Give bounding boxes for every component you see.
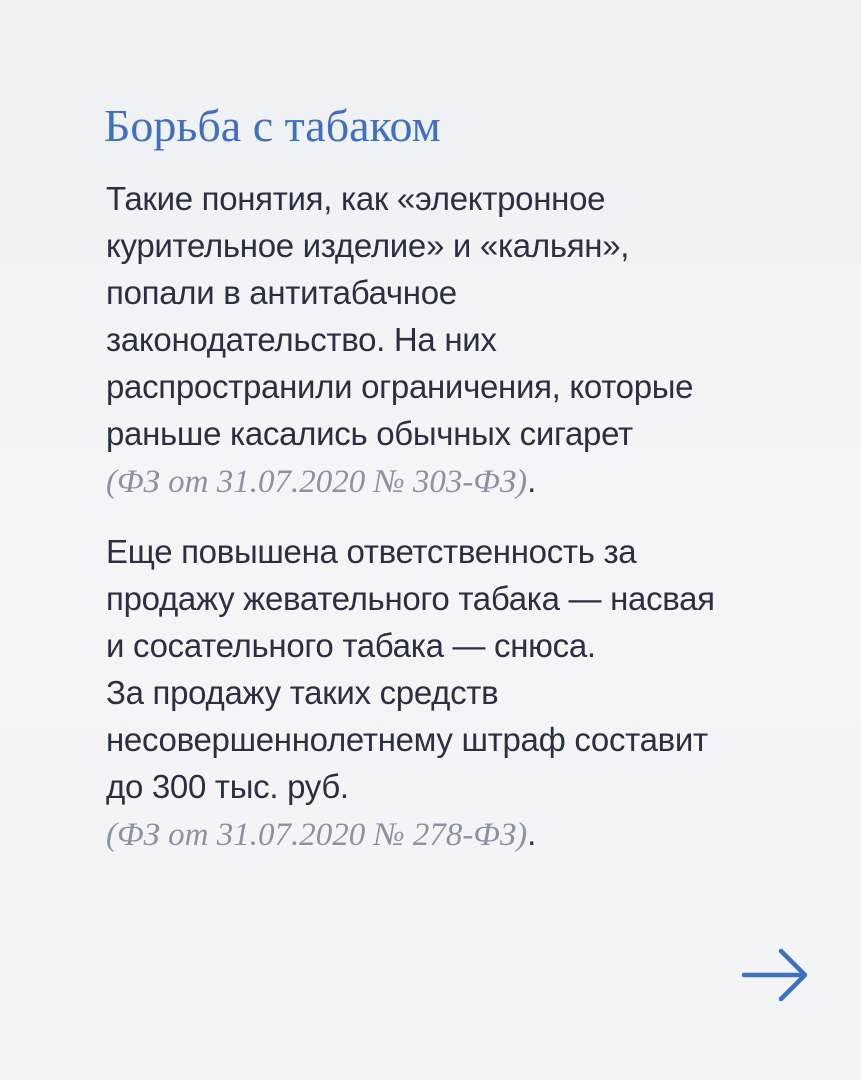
text-line: Еще повышена ответственность за bbox=[106, 533, 637, 570]
arrow-right-icon bbox=[741, 946, 811, 1004]
reference-period: . bbox=[527, 462, 537, 499]
text-line: несовершеннолетнему штраф составит bbox=[106, 721, 708, 758]
text-line: распространили ограничения, которые bbox=[106, 368, 694, 405]
text-line: раньше касались обычных сигарет bbox=[106, 415, 633, 452]
paragraph-1 bbox=[106, 175, 826, 506]
page-title: Борьба с табаком bbox=[104, 100, 441, 151]
law-reference: (ФЗ от 31.07.2020 № 303-ФЗ) bbox=[106, 464, 528, 500]
paragraph-2 bbox=[106, 528, 826, 859]
next-slide-button[interactable] bbox=[741, 946, 811, 1004]
slide-content bbox=[106, 175, 826, 881]
reference-line bbox=[106, 457, 826, 506]
text-line: законодательство. На них bbox=[106, 321, 497, 358]
text-line: и сосательного табака — снюса. bbox=[106, 627, 596, 664]
text-line: За продажу таких средств bbox=[106, 674, 499, 711]
text-line: Такие понятия, как «электронное bbox=[106, 180, 606, 217]
reference-line bbox=[106, 810, 826, 859]
text-line: до 300 тыс. руб. bbox=[106, 768, 349, 805]
text-line: продажу жевательного табака — насвая bbox=[106, 580, 715, 617]
text-line: курительное изделие» и «кальян», bbox=[106, 227, 630, 264]
reference-period: . bbox=[527, 815, 537, 852]
law-reference: (ФЗ от 31.07.2020 № 278-ФЗ) bbox=[106, 817, 528, 853]
text-line: попали в антитабачное bbox=[106, 274, 457, 311]
